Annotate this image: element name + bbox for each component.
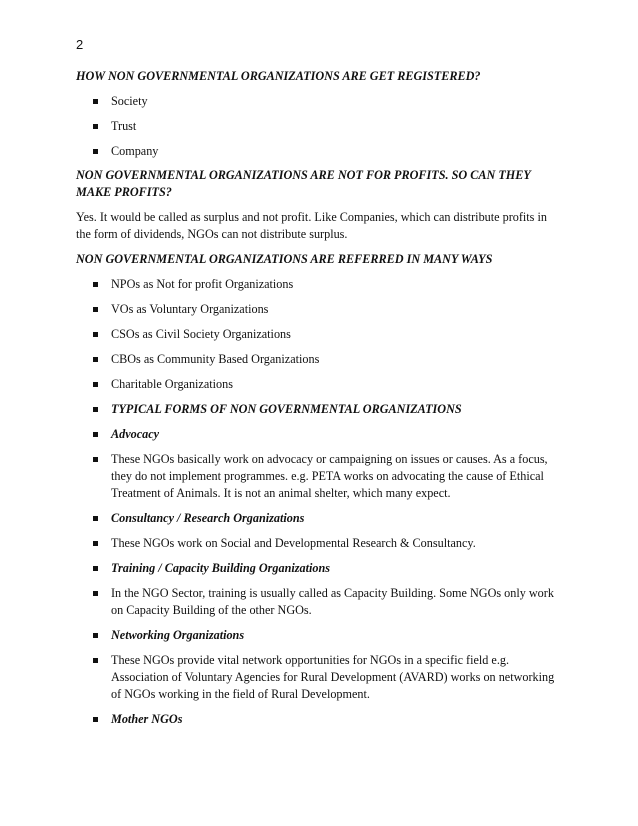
- registration-list: [76, 93, 564, 160]
- list-item: CSOs as Civil Society Organizations: [76, 326, 564, 343]
- list-item: These NGOs work on Social and Developmental Research & Consultancy.: [76, 535, 564, 552]
- document-body: [76, 68, 564, 728]
- section-heading-registration: HOW NON GOVERNMENTAL ORGANIZATIONS ARE GET REGISTERED?: [76, 69, 481, 83]
- list-item: These NGOs provide vital network opportunities for NGOs in a specific field e.g. Association of Voluntary Agencies for Rural Development (AVARD) works on networking of NGOs working in the field of Rural Development.: [76, 652, 564, 703]
- list-item: CBOs as Community Based Organizations: [76, 351, 564, 368]
- list-heading-networking: Networking Organizations: [76, 627, 564, 644]
- page-number: 2: [76, 37, 84, 52]
- list-heading-mother-ngos: Mother NGOs: [76, 711, 564, 728]
- list-item: Society: [76, 93, 564, 110]
- list-heading-training: Training / Capacity Building Organizations: [76, 560, 564, 577]
- list-item: In the NGO Sector, training is usually called as Capacity Building. Some NGOs only work on Capacity Building of the other NGOs.: [76, 585, 564, 619]
- section-heading-profits: NON GOVERNMENTAL ORGANIZATIONS ARE NOT FOR PROFITS. SO CAN THEY MAKE PROFITS?: [76, 168, 531, 199]
- list-item: Trust: [76, 118, 564, 135]
- profits-paragraph: Yes. It would be called as surplus and not profit. Like Companies, which can distribute profits in the form of dividends, NGOs can not distribute surplus.: [76, 210, 547, 241]
- list-heading-consultancy: Consultancy / Research Organizations: [76, 510, 564, 527]
- section-heading-referred: NON GOVERNMENTAL ORGANIZATIONS ARE REFERRED IN MANY WAYS: [76, 252, 493, 266]
- list-item: Charitable Organizations: [76, 376, 564, 393]
- list-item: These NGOs basically work on advocacy or campaigning on issues or causes. As a focus, they do not implement programmes. e.g. PETA works on advocating the cause of Ethical Treatment of Animals. It is not an animal shelter, which many expect.: [76, 451, 564, 502]
- list-heading-typical-forms: TYPICAL FORMS OF NON GOVERNMENTAL ORGANIZATIONS: [76, 401, 564, 418]
- referred-list: [76, 276, 564, 728]
- list-heading-advocacy: Advocacy: [76, 426, 564, 443]
- list-item: VOs as Voluntary Organizations: [76, 301, 564, 318]
- list-item: NPOs as Not for profit Organizations: [76, 276, 564, 293]
- list-item: Company: [76, 143, 564, 160]
